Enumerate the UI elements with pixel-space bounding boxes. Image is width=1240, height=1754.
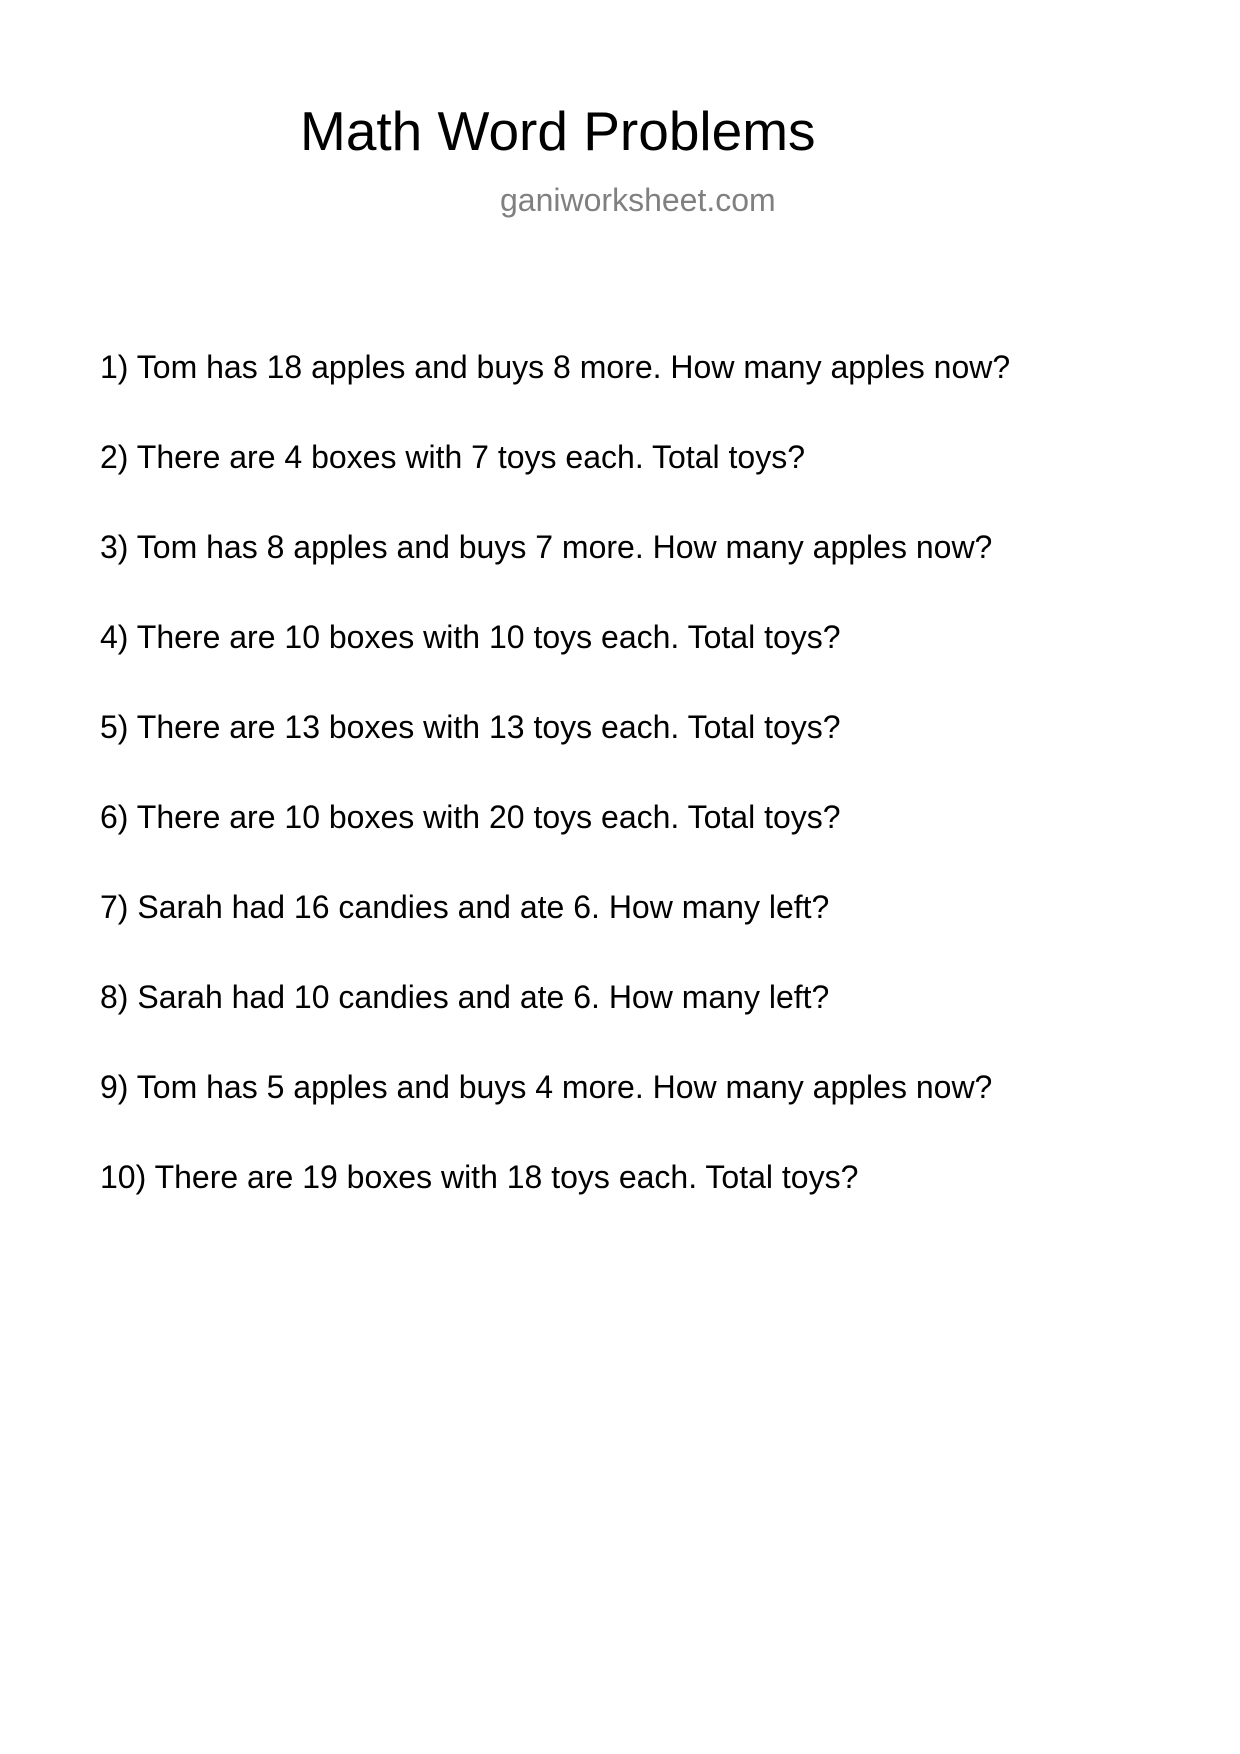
problem-item: 7) Sarah had 16 candies and ate 6. How many left?	[100, 889, 830, 925]
problem-item: 10) There are 19 boxes with 18 toys each. Total toys?	[100, 1159, 859, 1195]
problem-item: 1) Tom has 18 apples and buys 8 more. How many apples now?	[100, 349, 1011, 385]
page-title: Math Word Problems	[300, 100, 816, 162]
problem-item: 2) There are 4 boxes with 7 toys each. Total toys?	[100, 439, 805, 475]
problem-item: 9) Tom has 5 apples and buys 4 more. How many apples now?	[100, 1069, 993, 1105]
site-name: ganiworksheet.com	[500, 182, 776, 218]
problem-item: 5) There are 13 boxes with 13 toys each. Total toys?	[100, 709, 841, 745]
problem-item: 6) There are 10 boxes with 20 toys each. Total toys?	[100, 799, 841, 835]
problem-item: 3) Tom has 8 apples and buys 7 more. How many apples now?	[100, 529, 993, 565]
problem-list	[100, 347, 1010, 1247]
problem-item: 4) There are 10 boxes with 10 toys each. Total toys?	[100, 619, 841, 655]
problem-item: 8) Sarah had 10 candies and ate 6. How many left?	[100, 979, 830, 1015]
